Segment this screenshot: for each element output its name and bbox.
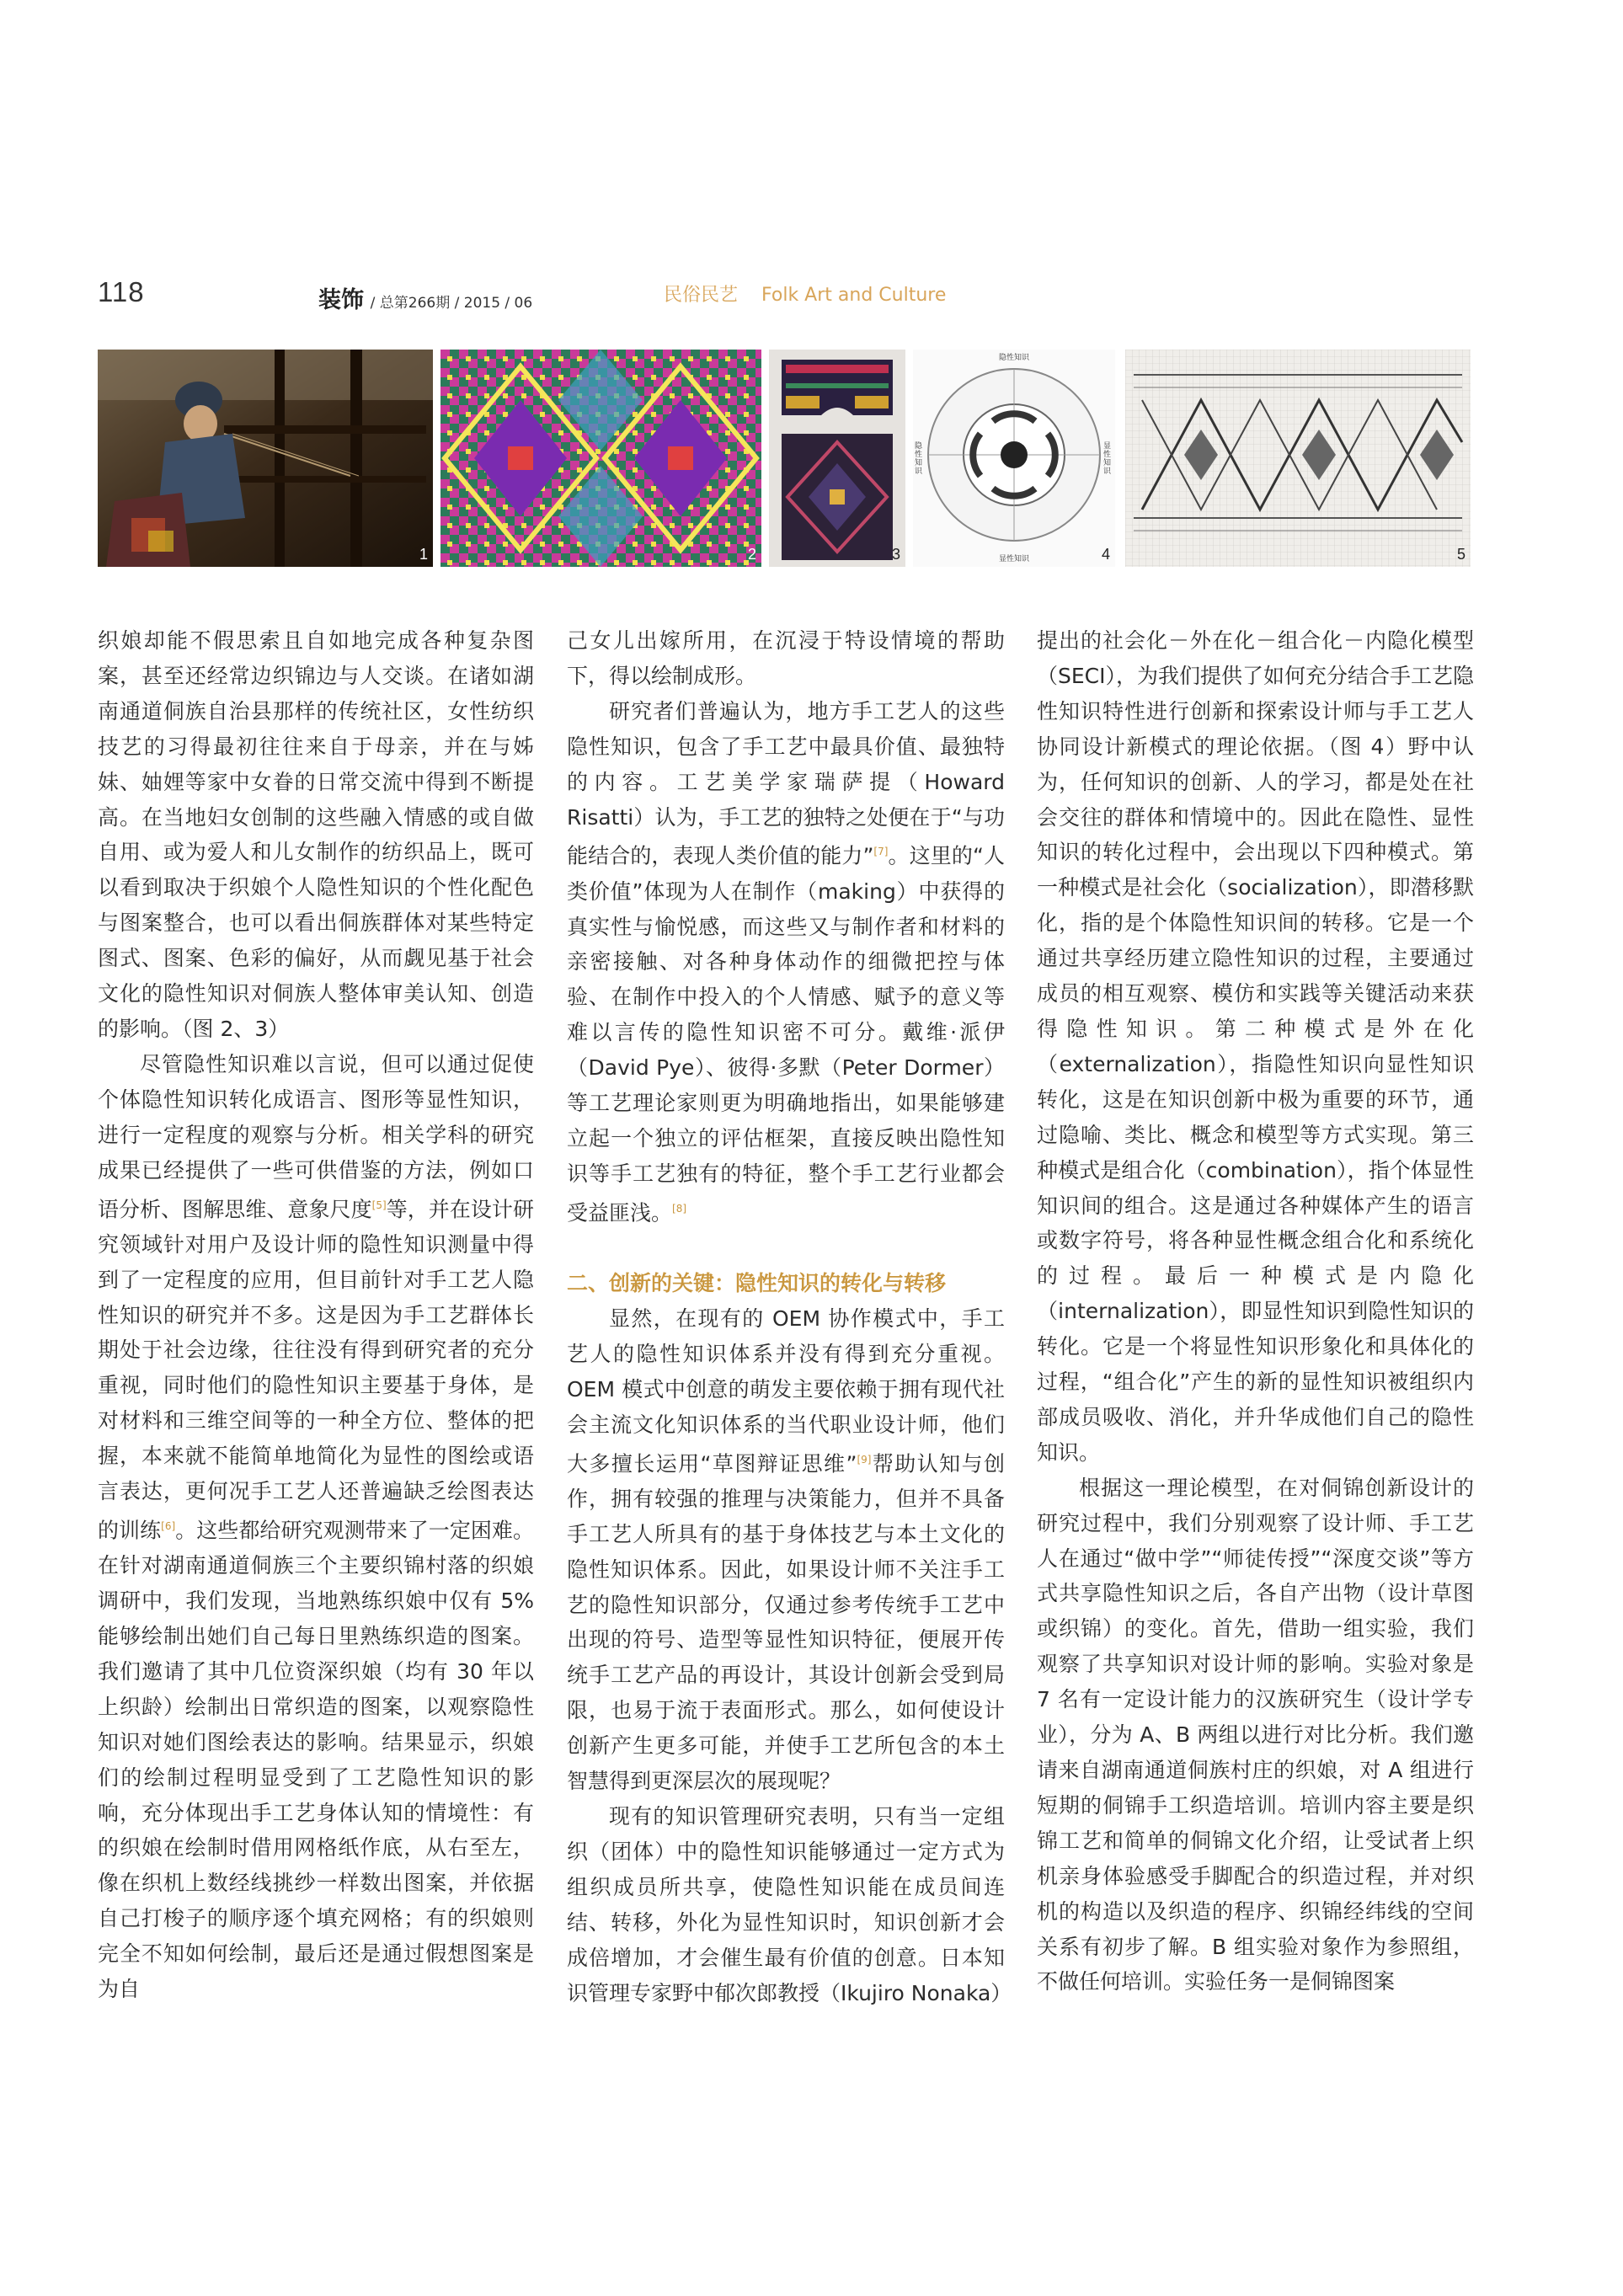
citation-ref: [5]: [371, 1199, 387, 1211]
text-column-2: [567, 623, 1012, 2010]
section-en: Folk Art and Culture: [761, 285, 947, 306]
figure-4: [913, 350, 1115, 567]
paragraph: 尽管隐性知识难以言说，但可以通过促使个体隐性知识转化成语言、图形等显性知识，进行一定程度的观察与分析。相关学科的研究成果已经提供了一些可供借鉴的方法，例如口语分析、图解思维、意象尺度[5]等，并在设计研究领域针对用户及设计师的隐性知识测量中得到了一定程度的应用，但目前针对手工艺人隐性知识的研究并不多。这是因为手工艺群体长期处于社会边缘，往往没有得到研究者的充分重视，同时他们的隐性知识主要基于身体，是对材料和三维空间等的一种全方位、整体的把握，本来就不能简单地简化为显性的图绘或语言表达，更何况手工艺人还普遍缺乏绘图表达的训练[6]。这些都给研究观测带来了一定困难。在针对湖南通道侗族三个主要织锦村落的织娘调研中，我们发现，当地熟练织娘中仅有 5% 能够绘制出她们自己每日里熟练织造的图案。我们邀请了其中几位资深织娘（均有 30 年以上织龄）绘制出日常织造的图案，以观察隐性知识对她们图绘表达的影响。结果显示，织娘们的绘制过程明显受到了工艺隐性知识的影响，充分体现出手工艺身体认知的情境性：有的织娘在绘制时借用网格纸作底，从右至左，像在织机上数经线挑纱一样数出图案，并依据自己打梭子的顺序逐个填充网格；有的织娘则完全不知如何绘制，最后还是通过假想图案是为自: [98, 1051, 534, 2002]
figure-3-label: 3: [891, 546, 900, 563]
section-heading: 二、创新的关键：隐性知识的转化与转移: [567, 1271, 947, 1296]
text-column-1: [98, 623, 534, 2007]
paragraph: 研究者们普遍认为，地方手工艺人的这些隐性知识，包含了手工艺中最具价值、最独特的内容。工艺美学家瑞萨提（Howard Risatti）认为，手工艺的独特之处便在于“与功能结合的，表现人类价值的能力”[7]。这里的“人类价值”体现为人在制作（making）中获得的真实性与愉悦感，而这些又与制作者和材料的亲密接触、对各种身体动作的细微把控与体验、在制作中投入的个人情感、赋予的意义等难以言传的隐性知识密不可分。戴维·派伊（David Pye）、彼得·多默（Peter Dormer）等工艺理论家则更为明确地指出，如果能够建立起一个独立的评估框架，直接反映出隐性知识等手工艺独有的特征，整个手工艺行业都会受益匪浅。[8]: [567, 698, 1006, 1225]
paragraph: 织娘却能不假思索且自如地完成各种复杂图案，甚至还经常边织锦边与人交谈。在诸如湖南通道侗族自治县那样的传统社区，女性纺织技艺的习得最初往往来自于母亲，并在与姊妹、妯娌等家中女眷的日常交流中得到不断提高。在当地妇女创制的这些融入情感的或自做自用、或为爱人和儿女制作的纺织品上，既可以看到取决于织娘个人隐性知识的个性化配色与图案整合，也可以看出侗族群体对某些特定图式、图案、色彩的偏好，从而觑见基于社会文化的隐性知识对侗族人整体审美认知、创造的影响。（图 2、3）: [98, 628, 534, 1041]
garments-photo: [769, 350, 905, 567]
page-header: [98, 276, 1530, 313]
figure-1-label: 1: [419, 546, 428, 563]
seci-top-label: 隐性知识: [998, 354, 1029, 362]
figure-2: [440, 350, 761, 567]
section-cn: 民俗民艺: [664, 285, 739, 306]
figure-3: [769, 350, 905, 567]
citation-ref: [9]: [857, 1453, 872, 1466]
paragraph: 显然，在现有的 OEM 协作模式中，手工艺人的隐性知识体系并没有得到充分重视。OEM 模式中创意的萌发主要依赖于拥有现代社会主流文化知识体系的当代职业设计师，他们大多擅长运用“草图辩证思维”[9]帮助认知与创作，拥有较强的推理与决策能力，但并不具备手工艺人所具有的基于身体技艺与本土文化的隐性知识体系。因此，如果设计师不关注手工艺的隐性知识部分，仅通过参考传统手工艺中出现的符号、造型等显性知识特征，便展开传统手工艺产品的再设计，其设计创新会受到局限，也易于流于表面形式。那么，如何使设计创新产生更多可能，并使手工艺所包含的本土智慧得到更深层次的展现呢？: [567, 1306, 1005, 1794]
figure-5: [1125, 350, 1471, 567]
seci-diagram: [913, 350, 1115, 567]
journal-title: [318, 281, 532, 314]
figure-4-label: 4: [1101, 546, 1110, 563]
figure-5-label: 5: [1456, 546, 1466, 563]
citation-ref: [7]: [873, 846, 889, 858]
figure-1: [98, 350, 433, 567]
paragraph: 现有的知识管理研究表明，只有当一定组织（团体）中的隐性知识能够通过一定方式为组织成员所共享，使隐性知识能在成员间连结、转移，外化为显性知识时，知识创新才会成倍增加，才会催生最有价值的创意。日本知识管理专家野中郁次郎教授（Ikujiro Nonaka）: [567, 1803, 1012, 2005]
figure-strip: [98, 350, 1471, 567]
page-number: 118: [98, 276, 145, 307]
weaver-photo: [98, 350, 433, 567]
seci-right-label: 显性知识: [1103, 442, 1112, 476]
sketch-image: [1125, 350, 1471, 567]
journal-name: 装饰: [318, 287, 364, 313]
paragraph: 己女儿出嫁所用，在沉浸于特设情境的帮助下，得以绘制成形。: [567, 628, 1005, 688]
citation-ref: [6]: [161, 1519, 176, 1532]
paragraph: 提出的社会化－外在化－组合化－内隐化模型（SECI），为我们提供了如何充分结合手工艺隐性知识特性进行创新和探索设计师与手工艺人协同设计新模式的理论依据。（图 4）野中认为，任何知识的创新、人的学习，都是处在社会交往的群体和情境中的。因此在隐性、显性知识的转化过程中，会出现以下四种模式。第一种模式是社会化（socialization），即潜移默化，指的是个体隐性知识间的转移。它是一个通过共享经历建立隐性知识的过程，主要通过成员的相互观察、模仿和实践等关键活动来获得隐性知识。第二种模式是外在化（externalization），指隐性知识向显性知识转化，这是在知识创新中极为重要的环节，通过隐喻、类比、概念和模型等方式实现。第三种模式是组合化（combination），指个体显性知识间的组合。这是通过各种媒体产生的语言或数字符号，将各种显性概念组合化和系统化的过程。最后一种模式是内隐化（internalization），即显性知识到隐性知识的转化。它是一个将显性知识形象化和具体化的过程，“组合化”产生的新的显性知识被组织内部成员吸收、消化，并升华成他们自己的隐性知识。: [1037, 628, 1474, 1465]
seci-left-label: 隐性知识: [915, 442, 923, 476]
seci-bottom-label: 显性知识: [998, 555, 1029, 563]
citation-ref: [8]: [672, 1202, 687, 1215]
brocade-photo: [440, 350, 761, 567]
issue-info: / 总第266期 / 2015 / 06: [370, 295, 533, 312]
figure-2-label: 2: [747, 546, 756, 563]
text-column-3: [1037, 623, 1474, 2000]
paragraph: 根据这一理论模型，在对侗锦创新设计的研究过程中，我们分别观察了设计师、手工艺人在通过“做中学”“师徒传授”“深度交谈”等方式共享隐性知识之后，各自产出物（设计草图或织锦）的变化。首先，借助一组实验，我们观察了共享知识对设计师的影响。实验对象是 7 名有一定设计能力的汉族研究生（设计学专业），分为 A、B 两组以进行对比分析。我们邀请来自湖南通道侗族村庄的织娘，对 A 组进行短期的侗锦手工织造培训。培训内容主要是织锦工艺和简单的侗锦文化介绍，让受试者上织机亲身体验感受手脚配合的织造过程，并对织机的构造以及织造的程序、织锦经纬线的空间关系有初步了解。B 组实验对象作为参照组，不做任何培训。实验任务一是侗锦图案: [1037, 1475, 1474, 1994]
section-title: [664, 280, 946, 307]
